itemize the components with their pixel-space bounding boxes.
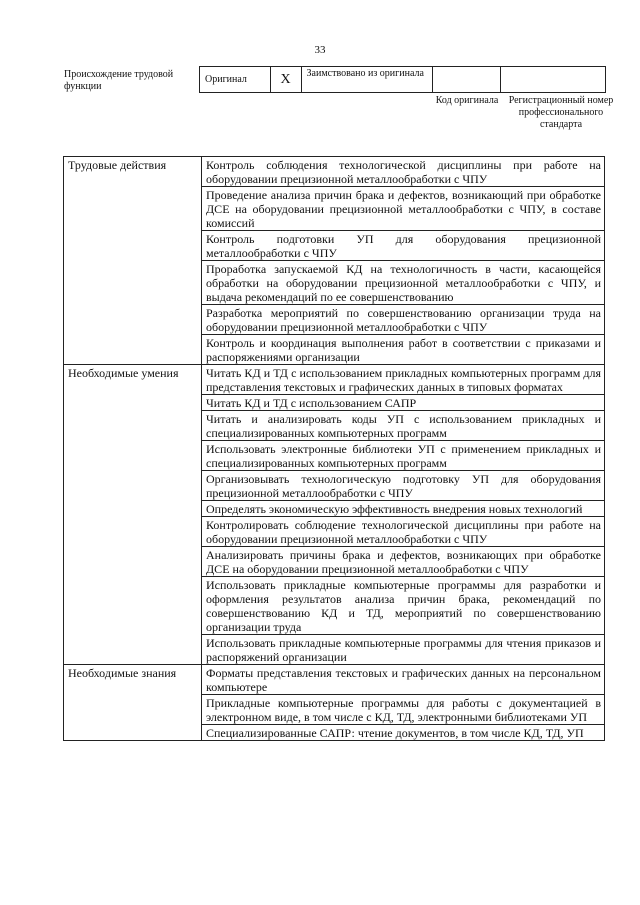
table-cell: Читать КД и ТД с использованием прикладных компьютерных программ для представления текстовых и графических данных в типовых форматах (202, 365, 605, 395)
section-title: Необходимые умения (64, 365, 202, 665)
borrowed-cell: Заимствовано из оригинала (301, 67, 433, 93)
table-cell: Организовывать технологическую подготовку УП для оборудования прецизионной металлообработки с ЧПУ (202, 471, 605, 501)
table-cell: Читать и анализировать коды УП с использованием прикладных и специализированных компьютерных программ (202, 411, 605, 441)
table-cell: Использовать прикладные компьютерные программы для чтения приказов и распоряжений организации (202, 635, 605, 665)
table-cell: Форматы представления текстовых и графических данных на персональном компьютере (202, 665, 605, 695)
function-table (63, 156, 605, 741)
table-cell: Читать КД и ТД с использованием САПР (202, 395, 605, 411)
table-cell: Контроль соблюдения технологической дисциплины при работе на оборудовании прецизионной металлообработки с ЧПУ (202, 157, 605, 187)
table-cell: Разработка мероприятий по совершенствованию организации труда на оборудовании прецизионной металлообработки с ЧПУ (202, 305, 605, 335)
origin-label: Происхождение трудовой функции (64, 69, 174, 92)
page-number: 33 (314, 44, 326, 56)
table-cell: Специализированные САПР: чтение документов, в том числе КД, ТД, УП (202, 725, 605, 741)
section-title: Необходимые знания (64, 665, 202, 741)
table-cell: Проработка запускаемой КД на технологичность в части, касающейся обработки на оборудовании прецизионной металлообработки с ЧПУ, и выдача рекомендаций по ее совершенствованию (202, 261, 605, 305)
origin-table (199, 66, 606, 93)
section-title: Трудовые действия (64, 157, 202, 365)
code-caption: Код оригинала (435, 95, 499, 106)
reg-number-caption: Регистрационный номер профессионального стандарта (508, 95, 614, 130)
table-cell: Анализировать причины брака и дефектов, возникающих при обработке ДСЕ на оборудовании прецизионной металлообработки с ЧПУ (202, 547, 605, 577)
table-cell: Прикладные компьютерные программы для работы с документацией в электронном виде, в том числе с КД, ТД, электронными библиотеками УП (202, 695, 605, 725)
table-row (64, 157, 605, 187)
original-cell: Оригинал (200, 67, 271, 93)
code-cell (433, 67, 500, 93)
table-cell: Определять экономическую эффективность внедрения новых технологий (202, 501, 605, 517)
table-row (64, 365, 605, 395)
table-cell: Использовать электронные библиотеки УП с применением прикладных и специализированных компьютерных программ (202, 441, 605, 471)
table-cell: Контролировать соблюдение технологической дисциплины при работе на оборудовании прецизионной металлообработки с ЧПУ (202, 517, 605, 547)
table-row (64, 665, 605, 695)
table-cell: Использовать прикладные компьютерные программы для разработки и оформления результатов анализа причин брака, рекомендаций по совершенствованию КД и ТД, мероприятий по совершенствованию организации труда (202, 577, 605, 635)
table-cell: Проведение анализа причин брака и дефектов, возникающий при обработке ДСЕ на оборудовании прецизионной металлообработки с ЧПУ, в составе комиссий (202, 187, 605, 231)
table-cell: Контроль и координация выполнения работ в соответствии с приказами и распоряжениями организации (202, 335, 605, 365)
original-mark: X (270, 67, 301, 93)
reg-number-cell (500, 67, 605, 93)
table-cell: Контроль подготовки УП для оборудования прецизионной металлообработки с ЧПУ (202, 231, 605, 261)
